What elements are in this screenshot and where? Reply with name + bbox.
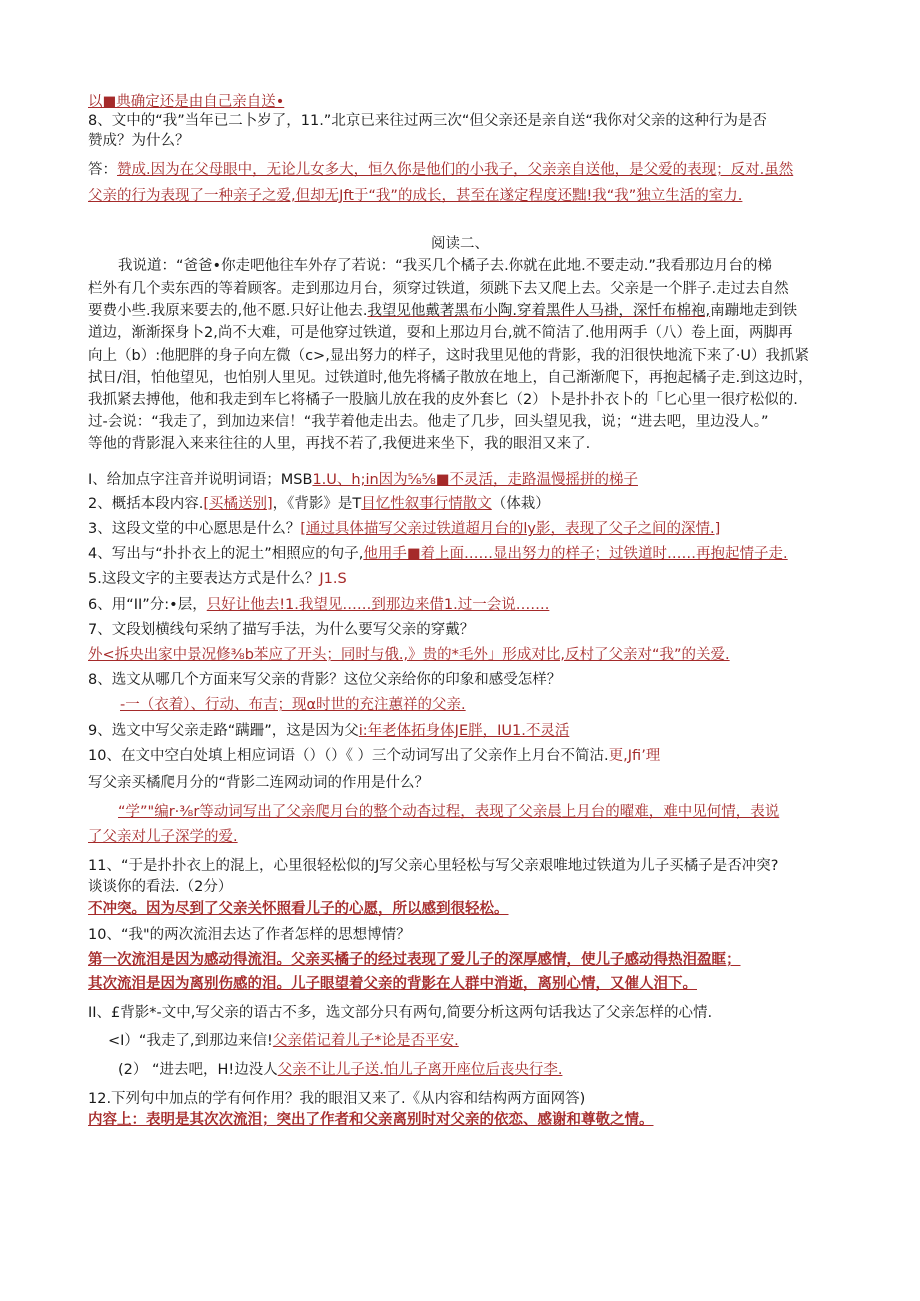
- q1-text: I、给加点字注音并说明词语；MSB: [88, 472, 313, 488]
- passage-line-7: 我抓紧去搏他，他和我走到车匕将橘子一股脑儿放在我的皮外套匕（2）卜是扑扑衣卜的「匕心里一很疗松似的.: [88, 392, 798, 408]
- q11b-sub1: [108, 1031, 459, 1051]
- passage-line-3a: 要费小些.我原来要去的,他不愿.只好让他去.: [88, 303, 368, 319]
- q11b: II、£背影*-文中,写父亲的语古不多，选文部分只有两句,简要分析这两句话我达了父亲怎样的心情.: [88, 1005, 713, 1021]
- q10b: 10、“我"的两次流泪去达了作者怎样的思想博情？: [88, 927, 411, 943]
- passage-line-4: 道边，渐渐探身卜2,尚不大难，可是他穿过铁道，耍和上那边月台,就不简洁了.他用两手（八）卷上面，两脚再: [88, 325, 793, 341]
- q6: [88, 595, 549, 615]
- answer-8-first-text: 赞成.因为在父母眼中，无论儿女多大，恒久你是他们的小我子，父亲亲自送他，是父爱的表现；反对.虽然: [117, 162, 794, 178]
- q11b-sub2: [118, 1060, 562, 1080]
- q2: [88, 494, 550, 514]
- q4-text: 4、写出与“扑扑衣上的泥土”相照应的句子,: [88, 546, 364, 562]
- q10-answer-2-cont: 了父亲对儿子深学的爱.: [88, 829, 238, 845]
- question-8-first-cont: 赞成？为什么？: [88, 133, 190, 149]
- q3: [88, 519, 720, 539]
- q1: [88, 470, 638, 490]
- q8a-text: 8、文中的“我”当年已二卜岁了，11.”北京已来往过两三次“但父亲还是亲自送“我你对父亲的这种行为是否: [88, 113, 767, 129]
- q10: [88, 746, 660, 766]
- q11b-sub2-text: (2） “进去吧，H!边没人: [118, 1062, 278, 1078]
- q10-answer: 更,Jfi’理: [608, 748, 661, 764]
- q3-text: 3、这段文堂的中心愿思是什么？: [88, 521, 301, 537]
- q10-answer-2: “学”"编r·⅜r等动词写出了父亲爬月台的整个动杳过程，表现了父亲晨上月台的曜难，难中见何情，表说: [118, 804, 780, 820]
- passage-line-3c: 南蹦地走到铁: [710, 303, 798, 319]
- q9-text: 9、选文中写父亲走路“蹒跚”，这是因为父: [88, 723, 359, 739]
- q11b-sub2-answer: 父亲不让儿子送.怕儿子离开座位后丧央行李.: [277, 1062, 563, 1078]
- q12: 12.下列句中加点的学有何作用？我的眼泪又来了.《从内容和结构两方面网答): [88, 1091, 586, 1107]
- q2-end: （体栽）: [491, 496, 550, 512]
- q8: 8、选文从哪几个方面来写父亲的背影？这位父亲给你的印象和感受怎样？: [88, 672, 562, 688]
- q4: [88, 544, 788, 564]
- q10b-answer-1: 第一次流泪是因为感动得流泪。父亲买橘子的经过表现了爱儿子的深厚感情，使儿子感动得热泪盈眶；: [88, 952, 741, 968]
- q11b-sub1-answer: 父亲偌记着儿子*论是否平安.: [272, 1033, 459, 1049]
- section-title: 阅读二、: [431, 236, 489, 252]
- passage-line-2: 栏外有几个卖东西的等着顾客。走到那边月台，须穿过铁道，须跳下去又爬上去。父亲是一个胖子.走过去自然: [88, 281, 789, 297]
- q4-answer: 他用手■着上面……显出努力的样子；过铁道时……再抱起情子走.: [363, 546, 788, 562]
- q10-text: 10、在文中空白处填上相应词语（）（）《 ）三个动词写出了父亲作上月台不简沽.: [88, 748, 609, 764]
- q1-answer: 1.U、h;in因为⅝⅝■不灵活，走路温慢摇拼的梯子: [312, 472, 638, 488]
- q6-text: 6、用“II”分:•层，: [88, 597, 207, 613]
- q11: 11、“于是扑扑衣上的混上，心里很轻松似的J写父亲心里轻松与写父亲艰唯地过铁道为儿子买橘子是否冲突?: [88, 858, 779, 874]
- intro-fragment: 以■典确定还是由自己亲自送•: [88, 94, 285, 110]
- question-8-first: [88, 111, 767, 131]
- passage-line-5: 向上（b）:他肥胖的身子向左微（c>,显出努力的样子，这时我里见他的背影，我的汨很快地流下来了·U）我抓紧: [88, 348, 810, 364]
- passage-line-9: 等他的背影混入来来往往的人里，再找不若了,我便进来坐下，我的眼泪又来了.: [88, 436, 591, 452]
- q10b-answer-2: 其次流泪是因为离别伤感的泪。儿子眼望着父亲的背影在人群中消逝，离别心情，又催人泪下。: [88, 976, 697, 992]
- q9-answer: i:年老体拓身体JE胖，IU1.不灵活: [358, 723, 570, 739]
- q11-answer: 不冲突。因为尽到了父亲关怀照看儿子的心愿，所以感到很轻松。: [88, 901, 509, 917]
- answer-label: 答：: [88, 162, 117, 178]
- q3-answer: [通过具体描写父亲过铁道超月台的ly影，表现了父子之间的深情.]: [300, 521, 721, 537]
- q2-mid: ，《背影》是T: [272, 496, 362, 512]
- q5-text: 5.这段文字的主要表达方式是什么？: [88, 571, 320, 587]
- q6-answer: 只好让他去!1.我望见……到那边来借1.过一会说…….: [206, 597, 550, 613]
- passage-line-8: 过-会说：“我走了，到加边来信！“我芋着他走出去。他走了几步，回头望见我，说；“进去吧，里边没人。”: [88, 414, 769, 430]
- answer-8-first: [88, 160, 793, 180]
- q5: [88, 569, 347, 589]
- q2-answer-1: [买橘送别]: [203, 496, 273, 512]
- q2-text: 2、概括本段内容.: [88, 496, 204, 512]
- q11-cont: 谈谈你的看法.（2分）: [88, 879, 233, 895]
- q2-answer-2: 目忆性叙事行情散文: [361, 496, 492, 512]
- q8-answer: -一（衣着）、行动、布吉；现α时世的充注蕙祥的父亲.: [120, 697, 466, 713]
- q9: [88, 721, 569, 741]
- passage-line-1: 我说道：“爸爸•你走吧他往车外存了若说：“我买几个橘子去.你就在此地.不要走动.”我看那边月台的梯: [118, 258, 772, 274]
- passage-line-3b: 我望见他戴著黑布小陶.穿着黑件人马褂，深忏布棉袍,: [367, 303, 711, 319]
- q11b-sub1-text: <I）“我走了,到那边来信!: [108, 1033, 273, 1049]
- passage-line-3: [88, 301, 797, 321]
- q12-answer: 内容上：表明是其次次流泪；突出了作者和父亲离别时对父亲的依恋、感谢和尊敬之情。: [88, 1112, 654, 1128]
- passage-line-6: 拭日/泪，怕他望见，也怕别人里见。过铁道时,他先将橘子散放在地上，自己渐渐爬下，再抱起橘子走.到这边时，: [88, 370, 813, 386]
- q10-followup: 写父亲买橘爬月分的“背影二连网动词的作用是什么？: [88, 775, 430, 791]
- q7-answer: 外<拆央出家中景况修⅜b苯应了开头；同时与俄.,》贵的*毛外」形成对比,反村了父亲对“我”的关爱.: [88, 647, 730, 663]
- answer-8-first-cont: 父亲的行为表现了一种亲子之爱,但却无Jft于“我”的成长，甚至在遂定程度还黜!我“我”独立生活的室力.: [88, 188, 743, 204]
- q7: 7、文段划横线句采纳了描写手法，为什么要写父亲的穿戴？: [88, 622, 475, 638]
- q5-answer: J1.S: [319, 571, 347, 587]
